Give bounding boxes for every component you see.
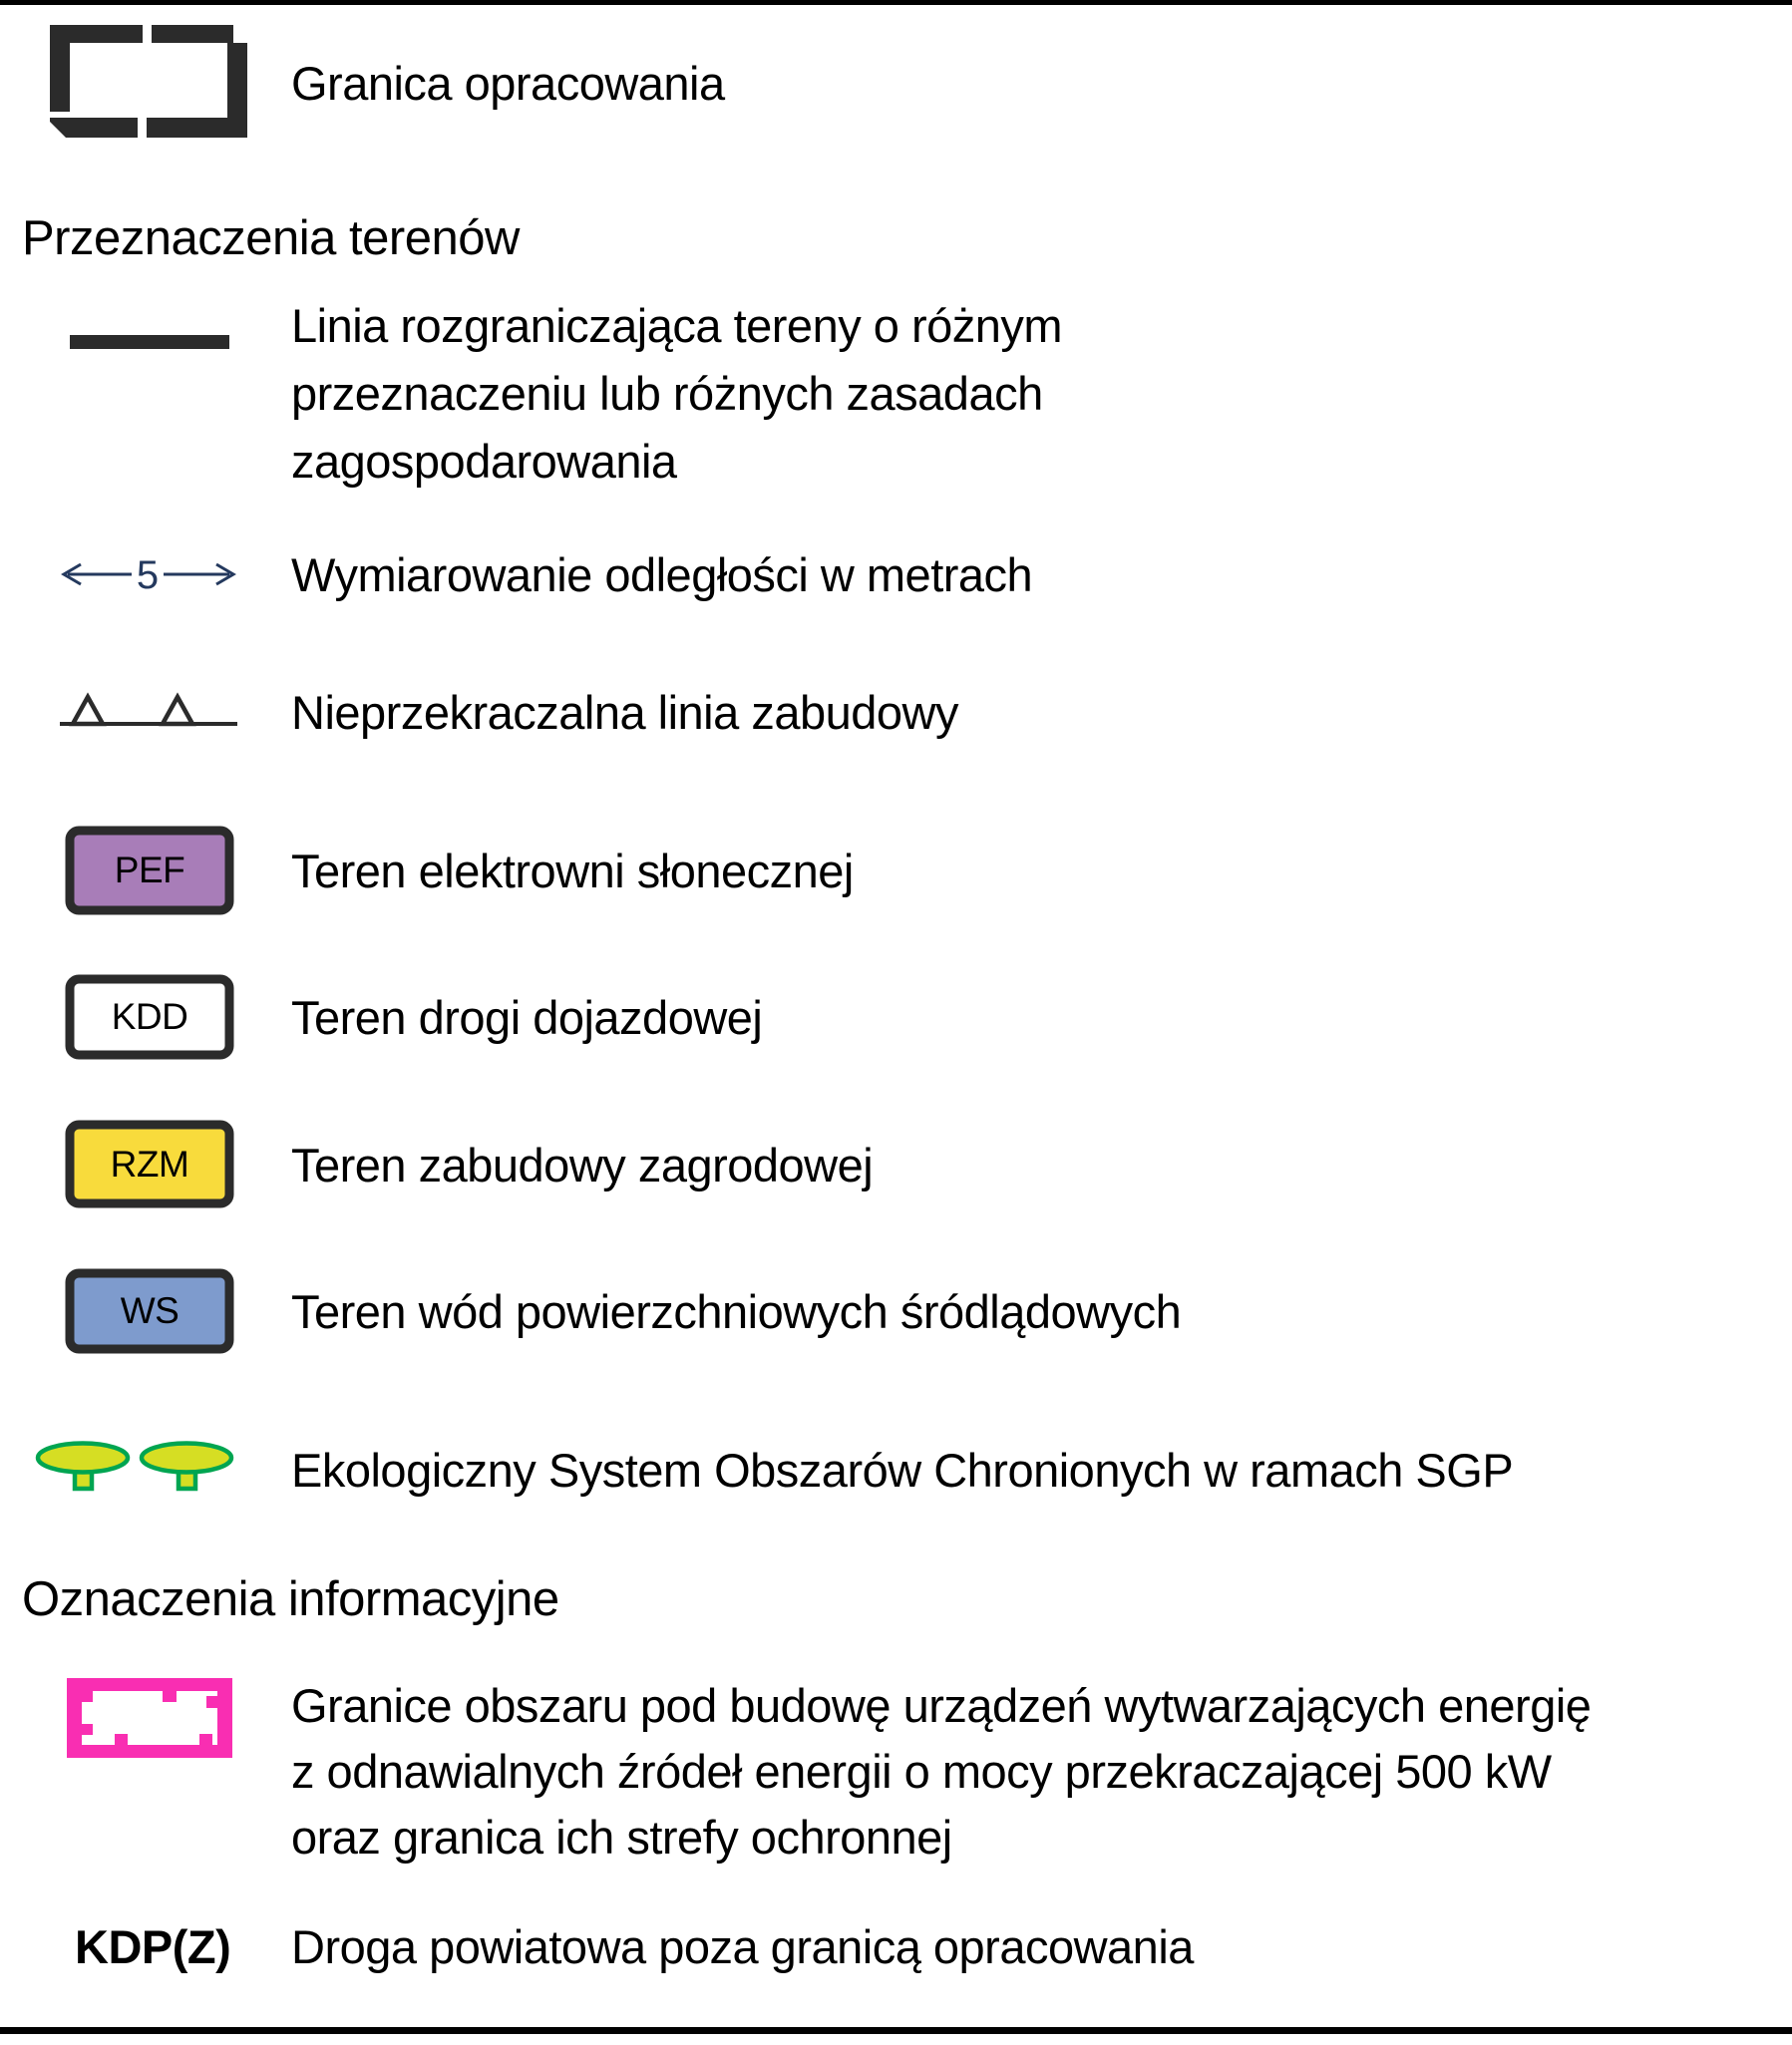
- oze-area-boundary-label: Granice obszaru pod budowę urządzeń wytwarzających energię z odnawialnych źródeł energii o mocy przekraczającej 500 kW oraz granica ich strefy ochronnej: [291, 1679, 1592, 1864]
- pef-code: PEF: [114, 850, 185, 890]
- dimension-value: 5: [136, 553, 160, 597]
- pef-label: Teren elektrowni słonecznej: [291, 845, 854, 897]
- eco-trees-icon: [35, 1441, 234, 1493]
- oze-area-boundary-icon: [67, 1678, 232, 1758]
- ws-swatch: [65, 1268, 234, 1354]
- rzm-code: RZM: [110, 1143, 189, 1185]
- pef-swatch: [65, 826, 234, 915]
- bottom-border-line: [0, 2027, 1792, 2034]
- ws-label: Teren wód powierzchniowych śródlądowych: [291, 1285, 1182, 1338]
- section-title-oznaczenia: Oznaczenia informacyjne: [22, 1572, 559, 1626]
- study-area-boundary-label: Granica opracowania: [291, 57, 725, 110]
- kdpz-label: Droga powiatowa poza granicą opracowania: [291, 1920, 1194, 1973]
- eco-system-label: Ekologiczny System Obszarów Chronionych w ramach SGP: [291, 1444, 1514, 1497]
- building-limit-line-label: Nieprzekraczalna linia zabudowy: [291, 686, 958, 739]
- kdd-label: Teren drogi dojazdowej: [291, 991, 763, 1044]
- dividing-line-label: Linia rozgraniczająca tereny o różnym przeznaczeniu lub różnych zasadach zagospodarowania: [291, 299, 1063, 488]
- top-border-line: [0, 0, 1792, 5]
- ws-code: WS: [120, 1290, 179, 1331]
- building-limit-line-icon: [60, 686, 237, 728]
- section-title-przeznaczenia: Przeznaczenia terenów: [22, 211, 520, 265]
- kdd-code: KDD: [111, 996, 188, 1037]
- kdpz-code: KDP(Z): [75, 1920, 231, 1973]
- dimension-label: Wymiarowanie odległości w metrach: [291, 548, 1033, 601]
- kdd-swatch: [65, 974, 234, 1060]
- rzm-swatch: [65, 1120, 234, 1208]
- dividing-line-icon: [70, 335, 229, 349]
- study-area-boundary-icon: [50, 25, 247, 138]
- dimension-arrow-icon: [60, 550, 237, 598]
- rzm-label: Teren zabudowy zagrodowej: [291, 1139, 874, 1192]
